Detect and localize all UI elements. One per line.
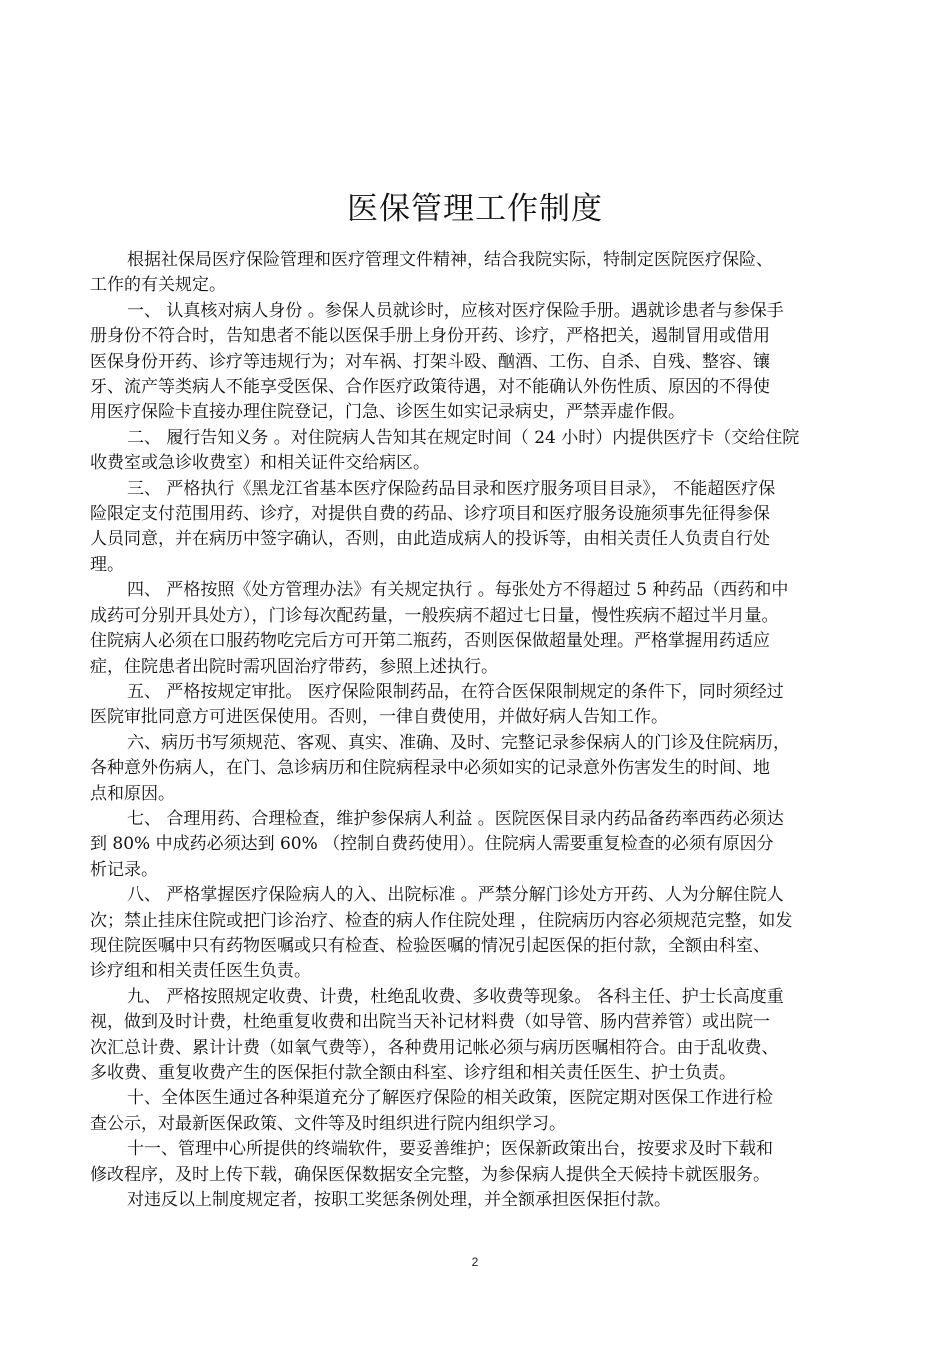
paragraph-line: 一、 认真核对病人身份 。参保人员就诊时，应核对医疗保险手册。遇就诊患者与参保手: [127, 300, 784, 321]
paragraph-line: 修改程序，及时上传下载，确保医保数据安全完整，为参保病人提供全天候持卡就医服务。: [90, 1164, 770, 1185]
paragraph-line: 诊疗组和相关责任医生负责。: [90, 961, 311, 982]
paragraph-line: 对违反以上制度规定者，按职工奖惩条例处理，并全额承担医保拒付款。: [127, 1190, 671, 1211]
paragraph-line: 现住院医嘱中只有药物医嘱或只有检查、检验医嘱的情况引起医保的拒付款，全额由科室、: [90, 935, 770, 956]
paragraph-line: 四、 严格按照《处方管理办法》有关规定执行 。每张处方不得超过 5 种药品（西药和中: [127, 580, 789, 601]
paragraph-line: 查公示，对最新医保政策、文件等及时组织进行院内组织学习。: [90, 1113, 566, 1134]
paragraph: [90, 1137, 860, 1188]
paragraph-line: 住院病人必须在口服药物吃完后方可开第二瓶药，否则医保做超量处理。严格掌握用药适应: [90, 631, 770, 652]
paragraph-line: 各种意外伤病人，在门、急诊病历和住院病程录中必须如实的记录意外伤害发生的时间、地: [90, 758, 770, 779]
paragraph-line: 理。: [90, 554, 124, 575]
paragraph-line: 册身份不符合时，告知患者不能以医保手册上身份开药、诊疗，严格把关，遏制冒用或借用: [90, 326, 770, 347]
paragraph: [90, 426, 860, 477]
paragraph: [90, 883, 860, 985]
paragraph-line: 六、病历书写须规范、客观、真实、准确、及时、完整记录参保病人的门诊及住院病历，: [127, 732, 790, 753]
paragraph-line: 工作的有关规定。: [90, 275, 226, 296]
paragraph-line: 根据社保局医疗保险管理和医疗管理文件精神，结合我院实际，特制定医院医疗保险、: [127, 250, 773, 270]
paragraph-line: 十一、管理中心所提供的终端软件，要妥善维护；医保新政策出台，按要求及时下载和: [127, 1139, 773, 1160]
paragraph: [90, 299, 860, 426]
paragraph: [90, 807, 860, 883]
page-number: 2: [471, 1255, 479, 1269]
paragraph-line: 九、 严格按照规定收费、计费，杜绝乱收费、多收费等现象。 各科主任、护士长高度重: [127, 986, 784, 1007]
paragraph-line: 人员同意，并在病历中签字确认，否则，由此造成病人的投诉等，由相关责任人负责自行处: [90, 529, 770, 550]
paragraph-line: 医院审批同意方可进医保使用。否则，一律自费使用，并做好病人告知工作。: [90, 707, 668, 728]
paragraph-line: 次汇总计费、累计计费（如氧气费等），各种费用记帐必须与病历医嘱相符合。由于乱收费、: [90, 1037, 779, 1058]
paragraph: [90, 680, 860, 731]
paragraph: [90, 248, 860, 299]
paragraph: [90, 985, 860, 1087]
paragraph-line: 点和原因。: [90, 783, 175, 804]
paragraph-line: 析记录。: [90, 859, 158, 880]
paragraph-line: 视，做到及时计费，杜绝重复收费和出院当天补记材料费（如导管、肠内营养管）或出院一: [90, 1012, 770, 1033]
paragraph-line: 险限定支付范围用药、诊疗，对提供自费的药品、诊疗项目和医疗服务设施须事先征得参保: [90, 504, 770, 525]
paragraph-line: 用医疗保险卡直接办理住院登记，门急、诊医生如实记录病史，严禁弄虚作假。: [90, 402, 685, 423]
paragraph: [90, 1086, 860, 1137]
paragraph: [90, 578, 860, 680]
paragraph-line: 医保身份开药、诊疗等违规行为；对车祸、打架斗殴、酗酒、工伤、自杀、自残、整容、镶: [90, 351, 770, 372]
paragraph-line: 成药可分别开具处方），门诊每次配药量，一般疾病不超过七日量，慢性疾病不超过半月量。: [90, 605, 779, 626]
paragraph-line: 牙、流产等类病人不能享受医保、合作医疗政策待遇，对不能确认外伤性质、原因的不得使: [90, 377, 770, 398]
paragraph-line: 五、 严格按规定审批。 医疗保险限制药品，在符合医保限制规定的条件下，同时须经过: [127, 681, 784, 702]
paragraph-line: 次；禁止挂床住院或把门诊治疗、检查的病人作住院处理 ，住院病历内容必须规范完整，如发: [90, 910, 793, 931]
paragraph-line: 多收费、重复收费产生的医保拒付款全额由科室、诊疗组和相关责任医生、护士负责。: [90, 1063, 736, 1083]
paragraph-line: 到 80% 中成药必须达到 60% （控制自费药使用）。住院病人需要重复检查的必须有原因分: [90, 834, 774, 855]
paragraph-line: 七、 合理用药、合理检查，维护参保病人利益 。医院医保目录内药品备药率西药必须达: [127, 808, 784, 829]
paragraph-line: 二、 履行告知义务 。对住院病人告知其在规定时间（ 24 小时）内提供医疗卡（交给住院: [127, 427, 800, 448]
paragraph-line: 十、全体医生通过各种渠道充分了解医疗保险的相关政策，医院定期对医保工作进行检: [127, 1088, 773, 1109]
paragraph-line: 三、 严格执行《黑龙江省基本医疗保险药品目录和医疗服务项目目录》， 不能超医疗保: [127, 478, 776, 499]
paragraph: [90, 477, 860, 579]
paragraph: [90, 1188, 860, 1213]
paragraph-line: 收费室或急诊收费室）和相关证件交给病区。: [90, 453, 430, 474]
document-title: 医保管理工作制度: [347, 191, 603, 227]
paragraph: [90, 731, 860, 807]
paragraph-line: 症，住院患者出院时需巩固治疗带药，参照上述执行。: [90, 656, 498, 677]
document-body: [90, 248, 860, 1213]
paragraph-line: 八、 严格掌握医疗保险病人的入、出院标准 。严禁分解门诊处方开药、人为分解住院人: [127, 885, 784, 906]
